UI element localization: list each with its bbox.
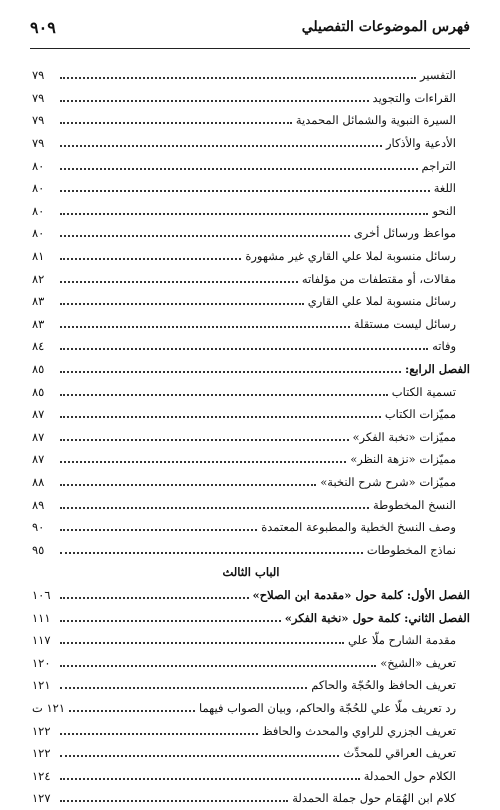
toc-page-number: ٨٧ xyxy=(32,429,45,444)
dot-leader xyxy=(60,800,288,802)
toc-page-number: ١٢١ ت xyxy=(32,700,66,715)
toc-entry-title: تسمية الكتاب xyxy=(391,384,456,399)
toc-page-number: ١٢٧ xyxy=(32,791,51,806)
toc-entry-title: الأدعية والأذكار xyxy=(386,136,456,151)
toc-entry-title: مميّزات «نزهة النظر» xyxy=(350,452,456,467)
toc-entry-title: تعريف الحافظ والحُجّة والحاكم xyxy=(311,678,456,693)
toc-row xyxy=(32,538,470,561)
toc-page-number: ٧٩ xyxy=(32,68,45,83)
toc-entry-title: النسخ المخطوطة xyxy=(373,497,456,512)
toc-row xyxy=(32,267,470,290)
dot-leader xyxy=(60,394,388,396)
dot-leader xyxy=(60,484,316,486)
toc-page-number: ١٢٠ xyxy=(32,655,51,670)
toc-page-number: ١٢٤ xyxy=(32,768,51,783)
toc-row xyxy=(32,64,470,87)
dot-leader xyxy=(60,687,307,689)
toc-page-number: ٨٤ xyxy=(32,339,45,354)
toc-page-number: ٧٩ xyxy=(32,113,45,128)
dot-leader xyxy=(60,100,369,102)
toc-page-number: ٨٨ xyxy=(32,474,45,489)
dot-leader xyxy=(60,258,241,260)
toc-page-number: ٧٩ xyxy=(32,90,45,105)
toc-page-number: ٧٩ xyxy=(32,136,45,151)
toc-row xyxy=(32,651,470,674)
toc-row xyxy=(32,403,470,426)
toc-entry-title: القراءات والتجويد xyxy=(372,90,456,105)
toc-row xyxy=(32,380,470,403)
dot-leader xyxy=(60,348,428,350)
toc-entry-title: رسائل منسوبة لملا علي القاري غير مشهورة xyxy=(245,249,456,264)
toc-row xyxy=(32,764,470,787)
dot-leader xyxy=(69,710,195,712)
toc-page-number: ٨٧ xyxy=(32,452,45,467)
toc-entry-title: النحو xyxy=(432,203,456,218)
toc-page-number: ٨٣ xyxy=(32,316,45,331)
dot-leader xyxy=(60,620,281,622)
toc-page-number: ١١١ xyxy=(32,610,51,625)
toc-page-number: ١٢٢ xyxy=(32,723,51,738)
toc-row xyxy=(32,719,470,742)
toc-page-number: ٨٠ xyxy=(32,158,45,173)
toc-row xyxy=(32,132,470,155)
dot-leader xyxy=(60,77,416,79)
toc-row xyxy=(32,697,470,720)
toc-row xyxy=(32,493,470,516)
toc-row xyxy=(32,335,470,358)
toc-entry-title: وفاته xyxy=(432,339,456,354)
dot-leader xyxy=(60,235,350,237)
dot-leader xyxy=(60,213,428,215)
toc-page-number: ٨٠ xyxy=(32,203,45,218)
toc-entry-title: الفصل الثاني: كلمة حول «نخبة الفكر» xyxy=(284,610,470,625)
toc-page-number: ١٢١ xyxy=(32,678,51,693)
toc-row xyxy=(32,516,470,539)
dot-leader xyxy=(60,552,363,554)
toc-entry-title: تعريف العراقي للمحدِّث xyxy=(343,746,456,761)
toc-entry-title: التراجم xyxy=(421,158,456,173)
dot-leader xyxy=(60,326,350,328)
toc-page-number: ٩٥ xyxy=(32,542,45,557)
toc-page-number: ١٢٢ xyxy=(32,746,51,761)
toc-entry-title: مميّزات «نخبة الفكر» xyxy=(352,429,456,444)
toc-entry-title: مقدمة الشارح ملّا علي xyxy=(347,633,456,648)
toc-page-number: ٨٣ xyxy=(32,294,45,309)
toc-entry-title: رسائل منسوبة لملا علي القاري xyxy=(307,294,456,309)
toc-entry-title: رد تعريف ملّا علي للحُجّة والحاكم، وبيان الصواب فيهما xyxy=(199,700,456,715)
dot-leader xyxy=(60,778,360,780)
toc-page-number: ٨٥ xyxy=(32,362,45,377)
dot-leader xyxy=(60,281,298,283)
toc-entry-title: تعريف الجزري للراوي والمحدث والحافظ xyxy=(261,723,456,738)
table-of-contents xyxy=(32,64,470,810)
toc-entry-title: مميّزات «شرح شرح النخبة» xyxy=(320,474,456,489)
toc-row xyxy=(32,245,470,268)
dot-leader xyxy=(60,439,349,441)
toc-entry-title: وصف النسخ الخطية والمطبوعة المعتمدة xyxy=(261,520,456,535)
toc-row xyxy=(32,426,470,449)
toc-row xyxy=(32,109,470,132)
toc-row xyxy=(32,177,470,200)
dot-leader xyxy=(60,461,346,463)
toc-page-number: ٨٧ xyxy=(32,407,45,422)
toc-entry-title: تعريف «الشيخ» xyxy=(380,655,456,670)
toc-entry-title: مواعظ ورسائل أخرى xyxy=(353,226,456,241)
toc-row xyxy=(32,313,470,336)
toc-row xyxy=(32,154,470,177)
dot-leader xyxy=(60,665,376,667)
dot-leader xyxy=(60,190,430,192)
toc-row xyxy=(32,448,470,471)
toc-page-number: ١٠٦ xyxy=(32,587,51,602)
toc-entry-title: مميّزات الكتاب xyxy=(384,407,456,422)
toc-entry-title: السيرة النبوية والشمائل المحمدية xyxy=(295,113,456,128)
toc-page-number: ٨٥ xyxy=(32,384,45,399)
toc-entry-title: كلام ابن الهُمَام حول جملة الحمدلة xyxy=(292,791,456,806)
dot-leader xyxy=(60,416,381,418)
toc-row xyxy=(32,290,470,313)
toc-page-number: ٨٢ xyxy=(32,271,45,286)
section-heading xyxy=(32,561,470,584)
toc-page-number: ٩٠ xyxy=(32,520,45,535)
toc-entry-title: مقالات، أو مقتطفات من مؤلفاته xyxy=(301,271,456,286)
dot-leader xyxy=(60,371,401,373)
dot-leader xyxy=(60,168,418,170)
section-heading-text: الباب الثالث xyxy=(222,565,280,580)
toc-entry-title: التفسير xyxy=(419,68,456,83)
dot-leader xyxy=(60,507,369,509)
toc-page-number: ٨١ xyxy=(32,249,45,264)
dot-leader xyxy=(60,303,304,305)
toc-row xyxy=(32,674,470,697)
page-number: ٩٠٩ xyxy=(30,17,56,37)
toc-chapter-row xyxy=(32,584,470,607)
dot-leader xyxy=(60,597,249,599)
toc-entry-title: اللغة xyxy=(433,181,456,196)
toc-row xyxy=(32,787,470,810)
dot-leader xyxy=(60,529,257,531)
toc-entry-title: نماذج المخطوطات xyxy=(366,542,456,557)
toc-page-number: ٨٠ xyxy=(32,226,45,241)
dot-leader xyxy=(60,733,258,735)
toc-page-number: ٨٠ xyxy=(32,181,45,196)
toc-row xyxy=(32,742,470,765)
page-header xyxy=(30,6,470,49)
toc-entry-title: الفصل الرابع: xyxy=(404,362,470,377)
dot-leader xyxy=(60,122,292,124)
toc-row xyxy=(32,222,470,245)
toc-row xyxy=(32,87,470,110)
toc-entry-title: الفصل الأول: كلمة حول «مقدمة ابن الصلاح» xyxy=(252,587,470,602)
dot-leader xyxy=(60,642,344,644)
toc-page-number: ١١٧ xyxy=(32,633,51,648)
dot-leader xyxy=(60,145,382,147)
toc-row xyxy=(32,629,470,652)
toc-entry-title: الكلام حول الحمدلة xyxy=(363,768,456,783)
toc-chapter-row xyxy=(32,606,470,629)
dot-leader xyxy=(60,755,339,757)
toc-page-number: ٨٩ xyxy=(32,497,45,512)
running-title: فهرس الموضوعات التفصيلي xyxy=(301,19,470,35)
toc-row xyxy=(32,471,470,494)
toc-entry-title: رسائل ليست مستقلة xyxy=(353,316,456,331)
toc-chapter-row xyxy=(32,358,470,381)
toc-row xyxy=(32,200,470,223)
